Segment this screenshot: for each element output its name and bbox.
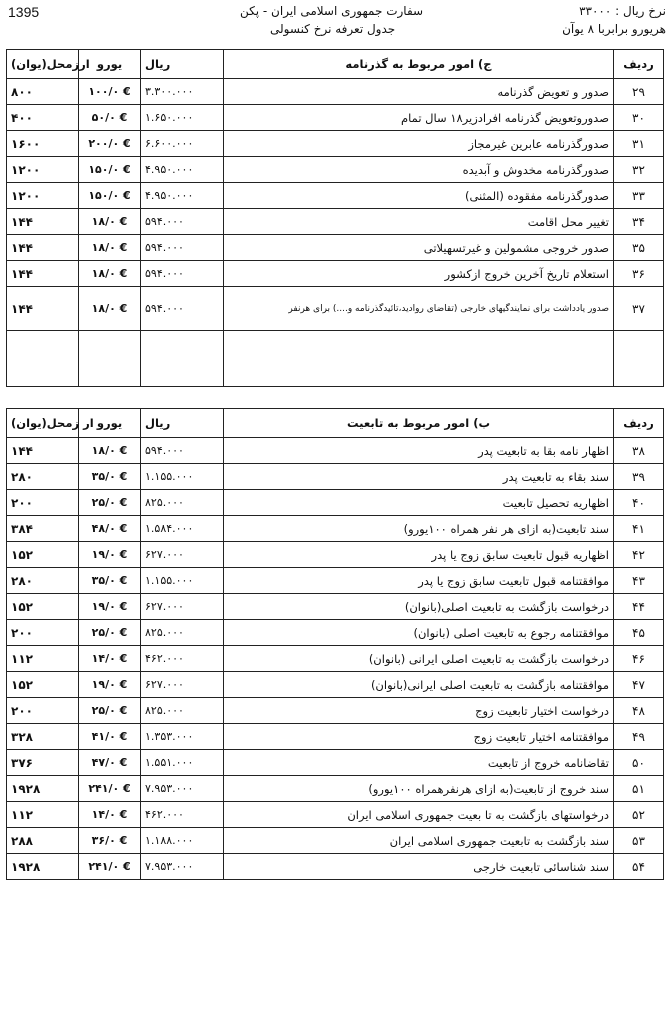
rial-fee-cell: ۵۹۴.۰۰۰	[141, 438, 224, 464]
service-cell: درخواست بازگشت به تابعیت اصلی(بانوان)	[224, 594, 614, 620]
local-fee-cell: ۲۰۰	[7, 698, 79, 724]
service-cell: درخواست اختیار تابعیت زوج	[224, 698, 614, 724]
local-fee-cell: ۱۵۲	[7, 594, 79, 620]
local-fee-cell: ۸۰۰	[7, 79, 79, 105]
rial-fee-cell: ۱.۵۸۴.۰۰۰	[141, 516, 224, 542]
table-row	[7, 594, 664, 620]
embassy-title: سفارت جمهوری اسلامی ایران - پکن	[240, 4, 424, 18]
table-row	[7, 568, 664, 594]
rial-fee-cell: ۸۲۵.۰۰۰	[141, 698, 224, 724]
euro-fee-cell: ۳۵/۰ €	[79, 568, 141, 594]
table-row	[7, 672, 664, 698]
rial-fee-cell: ۴۶۲.۰۰۰	[141, 802, 224, 828]
row-number-cell: ۴۱	[614, 516, 664, 542]
rial-fee-cell: ۶۲۷.۰۰۰	[141, 672, 224, 698]
header-euro: یورو	[79, 409, 141, 438]
rial-fee-cell: ۱.۳۵۳.۰۰۰	[141, 724, 224, 750]
euro-fee-cell: ۲۵/۰ €	[79, 698, 141, 724]
local-fee-cell: ۱۴۴	[7, 287, 79, 331]
service-cell: سند شناسائی تابعیت خارجی	[224, 854, 614, 880]
rial-fee-cell: ۶۲۷.۰۰۰	[141, 594, 224, 620]
row-number-cell: ۳۰	[614, 105, 664, 131]
rial-fee-cell: ۶۲۷.۰۰۰	[141, 542, 224, 568]
rial-fee-cell: ۱.۶۵۰.۰۰۰	[141, 105, 224, 131]
row-number-cell: ۴۵	[614, 620, 664, 646]
service-cell: تقاضانامه خروج از تابعیت	[224, 750, 614, 776]
local-fee-cell: ۱۴۴	[7, 209, 79, 235]
row-number-cell: ۳۴	[614, 209, 664, 235]
local-fee-cell: ۱۲۰۰	[7, 157, 79, 183]
euro-fee-cell: ۴۸/۰ €	[79, 516, 141, 542]
passport-fees-body	[7, 50, 664, 387]
row-number-cell: ۴۹	[614, 724, 664, 750]
service-cell: استعلام تاریخ آخرین خروج ازکشور	[224, 261, 614, 287]
table-row	[7, 802, 664, 828]
table-row	[7, 183, 664, 209]
row-number-cell: ۳۵	[614, 235, 664, 261]
section-title: ج) امور مربوط به گذرنامه	[224, 50, 614, 79]
empty-cell	[79, 331, 141, 387]
service-cell: سند خروج از تابعیت(به ازای هرنفرهمراه ۱۰۰یورو)	[224, 776, 614, 802]
citizenship-fees-table	[6, 408, 664, 880]
euro-rate: هریورو برابربا ۸ یوآن	[562, 22, 666, 36]
rial-fee-cell: ۴۶۲.۰۰۰	[141, 646, 224, 672]
row-number-cell: ۴۳	[614, 568, 664, 594]
rial-fee-cell: ۷.۹۵۳.۰۰۰	[141, 776, 224, 802]
table-row	[7, 750, 664, 776]
header-local-currency: ار زمحل(یوان)	[7, 409, 79, 438]
service-cell: اظهار نامه بقا به تابعیت پدر	[224, 438, 614, 464]
row-number-cell: ۵۴	[614, 854, 664, 880]
table-row	[7, 698, 664, 724]
table-row	[7, 620, 664, 646]
rial-fee-cell: ۷.۹۵۳.۰۰۰	[141, 854, 224, 880]
euro-fee-cell: ۱۵۰/۰ €	[79, 157, 141, 183]
table-row	[7, 464, 664, 490]
euro-fee-cell: ۳۶/۰ €	[79, 828, 141, 854]
rial-fee-cell: ۵۹۴.۰۰۰	[141, 235, 224, 261]
euro-fee-cell: ۳۵/۰ €	[79, 464, 141, 490]
section-title: ب) امور مربوط به تابعیت	[224, 409, 614, 438]
service-cell: صدوروتعویض گذرنامه افرادزیر۱۸ سال تمام	[224, 105, 614, 131]
local-fee-cell: ۳۸۴	[7, 516, 79, 542]
row-number-cell: ۳۷	[614, 287, 664, 331]
table-row	[7, 516, 664, 542]
rial-fee-cell: ۵۹۴.۰۰۰	[141, 209, 224, 235]
local-fee-cell: ۱۴۴	[7, 438, 79, 464]
euro-fee-cell: ۱۹/۰ €	[79, 672, 141, 698]
row-number-cell: ۴۲	[614, 542, 664, 568]
euro-fee-cell: ۱۴/۰ €	[79, 802, 141, 828]
service-cell: صدور یادداشت برای نمایندگیهای خارجی (تقاضای روادید،تائیدگذرنامه و....) برای هرنفر	[224, 287, 614, 331]
rial-fee-cell: ۵۹۴.۰۰۰	[141, 261, 224, 287]
row-number-cell: ۵۱	[614, 776, 664, 802]
local-fee-cell: ۳۷۶	[7, 750, 79, 776]
local-fee-cell: ۲۸۸	[7, 828, 79, 854]
euro-fee-cell: ۱۹/۰ €	[79, 542, 141, 568]
table-row	[7, 724, 664, 750]
service-cell: موافقتنامه قبول تابعیت سابق زوج یا پدر	[224, 568, 614, 594]
row-number-cell: ۳۲	[614, 157, 664, 183]
table-header-row	[7, 50, 664, 79]
rial-fee-cell: ۴.۹۵۰.۰۰۰	[141, 157, 224, 183]
rial-rate: نرخ ریال : ۳۳۰۰۰	[579, 4, 666, 18]
service-cell: موافقتنامه رجوع به تابعیت اصلی (بانوان)	[224, 620, 614, 646]
row-number-cell: ۴۶	[614, 646, 664, 672]
service-cell: موافقتنامه اختیار تابعیت زوج	[224, 724, 614, 750]
table-row	[7, 287, 664, 331]
euro-fee-cell: ۱۸/۰ €	[79, 287, 141, 331]
table-row	[7, 157, 664, 183]
header-row-number: ردیف	[614, 409, 664, 438]
rial-fee-cell: ۱.۱۸۸.۰۰۰	[141, 828, 224, 854]
euro-fee-cell: ۱۹/۰ €	[79, 594, 141, 620]
row-number-cell: ۲۹	[614, 79, 664, 105]
service-cell: صدورگذرنامه عابرین غیرمجاز	[224, 131, 614, 157]
service-cell: صدورگذرنامه مفقوده (المثنی)	[224, 183, 614, 209]
euro-fee-cell: ۱۴/۰ €	[79, 646, 141, 672]
header-rial: ریال	[141, 50, 224, 79]
table-row	[7, 490, 664, 516]
table-row	[7, 438, 664, 464]
local-fee-cell: ۱۶۰۰	[7, 131, 79, 157]
table-header-row	[7, 409, 664, 438]
row-number-cell: ۵۰	[614, 750, 664, 776]
table-row	[7, 235, 664, 261]
euro-fee-cell: ۴۷/۰ €	[79, 750, 141, 776]
local-fee-cell: ۲۸۰	[7, 568, 79, 594]
local-fee-cell: ۱۵۲	[7, 672, 79, 698]
local-fee-cell: ۴۰۰	[7, 105, 79, 131]
euro-fee-cell: ۲۴۱/۰ €	[79, 854, 141, 880]
row-number-cell: ۳۳	[614, 183, 664, 209]
local-fee-cell: ۱۴۴	[7, 261, 79, 287]
euro-fee-cell: ۱۸/۰ €	[79, 261, 141, 287]
rial-fee-cell: ۸۲۵.۰۰۰	[141, 620, 224, 646]
service-cell: اظهاریه قبول تابعیت سابق زوج یا پدر	[224, 542, 614, 568]
citizenship-fees-body	[7, 409, 664, 880]
service-cell: سند بقاء به تابعیت پدر	[224, 464, 614, 490]
euro-fee-cell: ۱۵۰/۰ €	[79, 183, 141, 209]
euro-fee-cell: ۲۵/۰ €	[79, 490, 141, 516]
empty-cell	[614, 331, 664, 387]
row-number-cell: ۳۱	[614, 131, 664, 157]
euro-fee-cell: ۱۰۰/۰ €	[79, 79, 141, 105]
row-number-cell: ۳۶	[614, 261, 664, 287]
header-row-number: ردیف	[614, 50, 664, 79]
local-fee-cell: ۱۱۲	[7, 802, 79, 828]
empty-cell	[224, 331, 614, 387]
local-fee-cell: ۱۴۴	[7, 235, 79, 261]
service-cell: صدور و تعویض گذرنامه	[224, 79, 614, 105]
empty-cell	[141, 331, 224, 387]
service-cell: درخواست بازگشت به تابعیت اصلی ایرانی (بانوان)	[224, 646, 614, 672]
header-local-currency: ارزمحل(یوان)	[7, 50, 79, 79]
local-fee-cell: ۱۱۲	[7, 646, 79, 672]
row-number-cell: ۴۸	[614, 698, 664, 724]
row-number-cell: ۵۳	[614, 828, 664, 854]
euro-fee-cell: ۲۵/۰ €	[79, 620, 141, 646]
rial-fee-cell: ۶.۶۰۰.۰۰۰	[141, 131, 224, 157]
blank-row	[7, 331, 664, 387]
service-cell: صدور خروجی مشمولین و غیرتسهیلاتی	[224, 235, 614, 261]
row-number-cell: ۵۲	[614, 802, 664, 828]
table-row	[7, 79, 664, 105]
local-fee-cell: ۲۰۰	[7, 490, 79, 516]
service-cell: سند تابعیت(به ازای هر نفر همراه ۱۰۰یورو)	[224, 516, 614, 542]
euro-fee-cell: ۱۸/۰ €	[79, 209, 141, 235]
rial-fee-cell: ۱.۱۵۵.۰۰۰	[141, 464, 224, 490]
table-row	[7, 131, 664, 157]
service-cell: تغییر محل اقامت	[224, 209, 614, 235]
euro-fee-cell: ۱۸/۰ €	[79, 235, 141, 261]
rial-fee-cell: ۸۲۵.۰۰۰	[141, 490, 224, 516]
local-fee-cell: ۱۹۲۸	[7, 776, 79, 802]
table-row	[7, 854, 664, 880]
tariff-title: جدول تعرفه نرخ کنسولی	[270, 22, 396, 36]
row-number-cell: ۴۷	[614, 672, 664, 698]
header-rial: ریال	[141, 409, 224, 438]
row-number-cell: ۳۹	[614, 464, 664, 490]
rial-fee-cell: ۵۹۴.۰۰۰	[141, 287, 224, 331]
document-year: 1395	[8, 4, 40, 20]
service-cell: سند بازگشت به تابعیت جمهوری اسلامی ایران	[224, 828, 614, 854]
rial-fee-cell: ۱.۱۵۵.۰۰۰	[141, 568, 224, 594]
euro-fee-cell: ۱۸/۰ €	[79, 438, 141, 464]
header-euro: یورو	[79, 50, 141, 79]
table-row	[7, 209, 664, 235]
table-row	[7, 542, 664, 568]
service-cell: موافقتنامه بازگشت به تابعیت اصلی ایرانی(بانوان)	[224, 672, 614, 698]
local-fee-cell: ۲۰۰	[7, 620, 79, 646]
table-row	[7, 105, 664, 131]
table-row	[7, 776, 664, 802]
euro-fee-cell: ۴۱/۰ €	[79, 724, 141, 750]
row-number-cell: ۳۸	[614, 438, 664, 464]
rial-fee-cell: ۴.۹۵۰.۰۰۰	[141, 183, 224, 209]
empty-cell	[7, 331, 79, 387]
service-cell: درخواستهای بازگشت به تا بعیت جمهوری اسلامی ایران	[224, 802, 614, 828]
table-row	[7, 646, 664, 672]
local-fee-cell: ۱۹۲۸	[7, 854, 79, 880]
local-fee-cell: ۳۲۸	[7, 724, 79, 750]
table-row	[7, 261, 664, 287]
local-fee-cell: ۱۵۲	[7, 542, 79, 568]
passport-fees-table	[6, 49, 664, 387]
service-cell: صدورگذرنامه مخدوش و آبدیده	[224, 157, 614, 183]
service-cell: اظهاریه تحصیل تابعیت	[224, 490, 614, 516]
euro-fee-cell: ۲۴۱/۰ €	[79, 776, 141, 802]
euro-fee-cell: ۲۰۰/۰ €	[79, 131, 141, 157]
local-fee-cell: ۲۸۰	[7, 464, 79, 490]
row-number-cell: ۴۰	[614, 490, 664, 516]
local-fee-cell: ۱۲۰۰	[7, 183, 79, 209]
row-number-cell: ۴۴	[614, 594, 664, 620]
rial-fee-cell: ۱.۵۵۱.۰۰۰	[141, 750, 224, 776]
euro-fee-cell: ۵۰/۰ €	[79, 105, 141, 131]
rial-fee-cell: ۳.۳۰۰.۰۰۰	[141, 79, 224, 105]
table-row	[7, 828, 664, 854]
